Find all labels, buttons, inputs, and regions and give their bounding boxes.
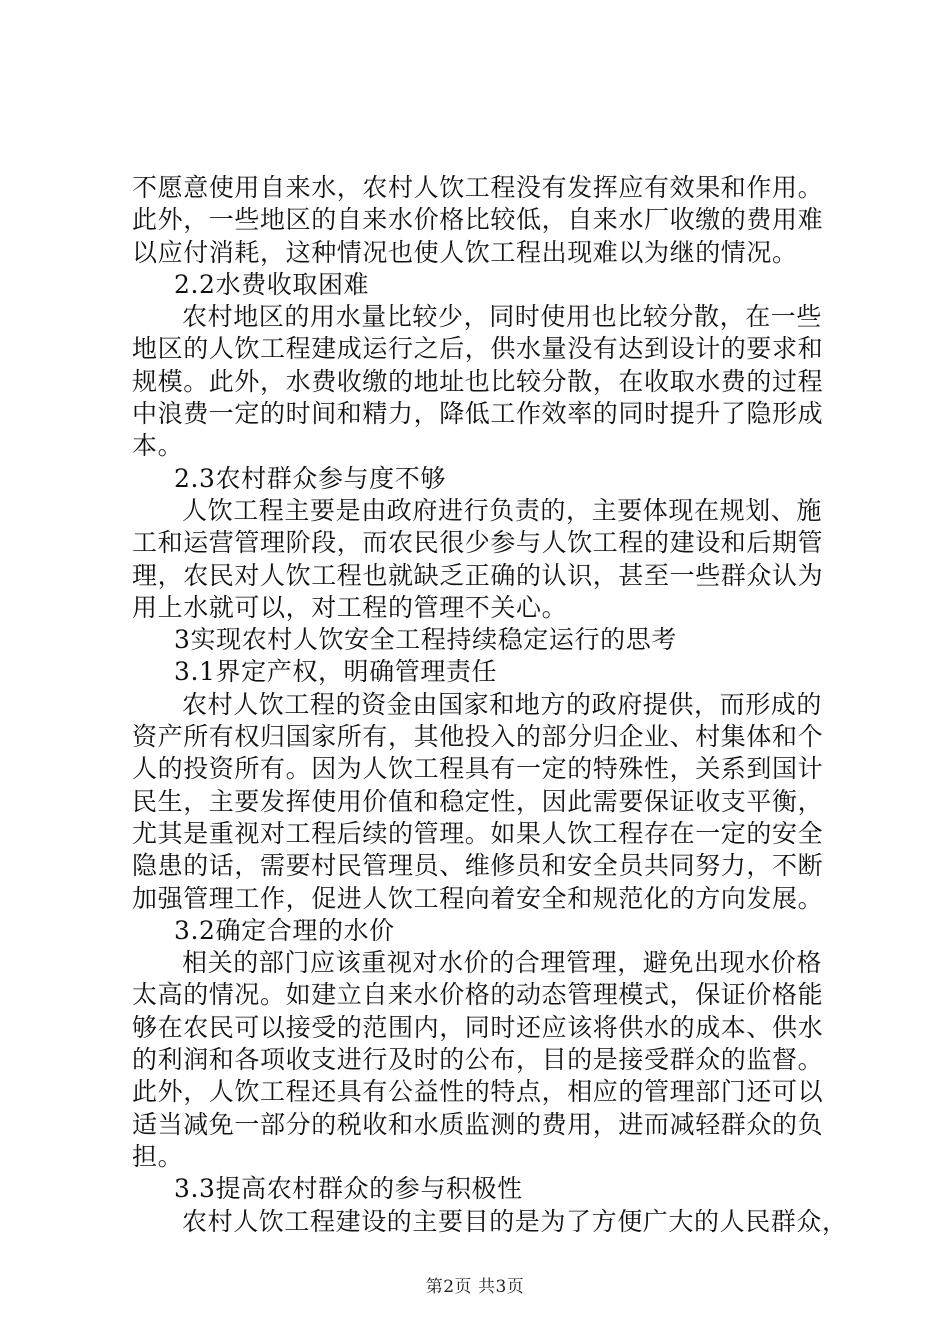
text-line: 农村人饮工程建设的主要目的是为了方便广大的人民群众， (182, 1206, 848, 1236)
text-line: 以应付消耗，这种情况也使人饮工程出现难以为继的情况。 (132, 237, 798, 267)
text-line: 够在农民可以接受的范围内，同时还应该将供水的成本、供水 (132, 1012, 824, 1042)
text-line: 的利润和各项收支进行及时的公布，目的是接受群众的监督。 (132, 1045, 824, 1075)
text-line: 理，农民对人饮工程也就缺乏正确的认识，甚至一些群众认为 (132, 560, 824, 590)
text-line: 工和运营管理阶段，而农民很少参与人饮工程的建设和后期管 (132, 528, 824, 558)
text-line: 资产所有权归国家所有，其他投入的部分归企业、村集体和个 (132, 722, 824, 752)
page-number-footer: 第2页 共3页 (425, 1277, 525, 1297)
section-heading: 2.2水费收取困难 (174, 269, 370, 299)
text-line: 用上水就可以，对工程的管理不关心。 (132, 592, 568, 622)
section-heading: 3.3提高农村群众的参与积极性 (174, 1174, 523, 1204)
text-line: 地区的人饮工程建成运行之后，供水量没有达到设计的要求和 (132, 334, 824, 364)
text-line: 尤其是重视对工程后续的管理。如果人饮工程存在一定的安全 (132, 818, 824, 848)
text-line: 此外，人饮工程还具有公益性的特点，相应的管理部门还可以 (132, 1077, 824, 1107)
text-line: 相关的部门应该重视对水价的合理管理，避免出现水价格 (182, 948, 823, 978)
section-heading: 3.1界定产权，明确管理责任 (174, 657, 498, 687)
text-line: 民生，主要发挥使用价值和稳定性，因此需要保证收支平衡， (132, 786, 824, 816)
text-line: 担。 (132, 1141, 184, 1171)
text-line: 不愿意使用自来水，农村人饮工程没有发挥应有效果和作用。 (132, 173, 824, 202)
text-line: 中浪费一定的时间和精力，降低工作效率的同时提升了隐形成 (132, 399, 824, 429)
section-heading: 2.3农村群众参与度不够 (174, 463, 446, 493)
section-heading: 3实现农村人饮安全工程持续稳定运行的思考 (174, 625, 677, 655)
text-line: 人饮工程主要是由政府进行负责的，主要体现在规划、施 (182, 495, 823, 525)
text-line: 本。 (132, 431, 184, 461)
text-line: 农村地区的用水量比较少，同时使用也比较分散，在一些 (182, 302, 823, 332)
document-body (132, 172, 848, 1238)
text-line: 人的投资所有。因为人饮工程具有一定的特殊性，关系到国计 (132, 754, 824, 784)
text-line: 农村人饮工程的资金由国家和地方的政府提供，而形成的 (182, 689, 823, 719)
text-line: 加强管理工作，促进人饮工程向着安全和规范化的方向发展。 (132, 883, 824, 913)
section-heading: 3.2确定合理的水价 (174, 915, 395, 945)
text-line: 规模。此外，水费收缴的地址也比较分散，在收取水费的过程 (132, 366, 824, 396)
text-line: 适当减免一部分的税收和水质监测的费用，进而减轻群众的负 (132, 1109, 824, 1139)
text-line: 太高的情况。如建立自来水价格的动态管理模式，保证价格能 (132, 980, 824, 1010)
text-line: 隐患的话，需要村民管理员、维修员和安全员共同努力，不断 (132, 851, 824, 881)
text-line: 此外，一些地区的自来水价格比较低，自来水厂收缴的费用难 (132, 205, 824, 235)
